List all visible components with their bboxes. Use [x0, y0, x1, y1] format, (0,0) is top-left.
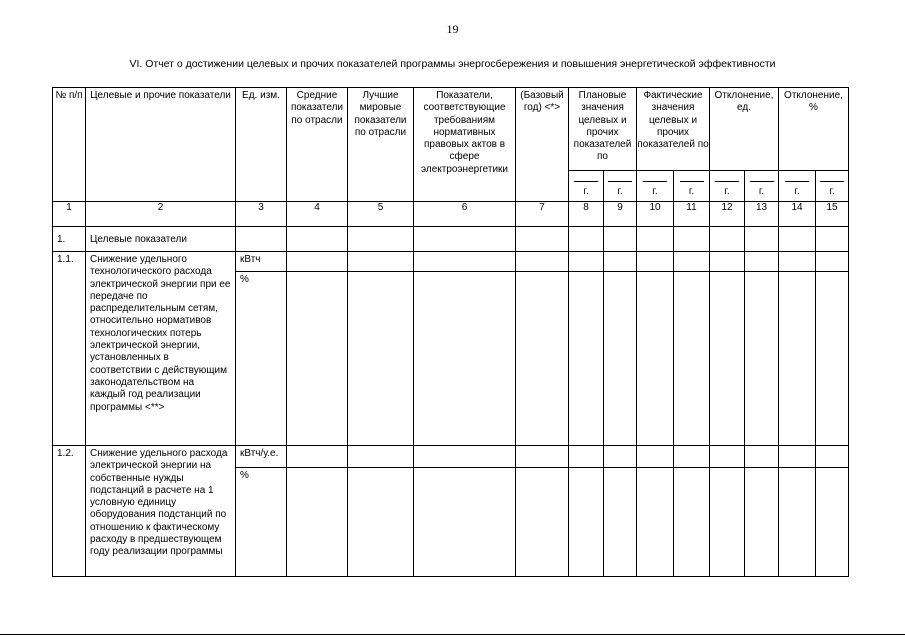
row-label: Снижение удельного расхода электрической энергии на собственные нужды подстанций в расчете на 1 условную единицу оборудования подстанций по отношению к фактическому расходу в предшествующем году реализации программы: [86, 446, 236, 577]
row-number: 1.2.: [53, 446, 86, 577]
table-row: [53, 446, 849, 468]
year-cell: [779, 171, 816, 202]
column-number: 13: [745, 202, 779, 227]
header-avg-industry: Средние показатели по отрасли: [287, 88, 348, 202]
year-label: г.: [758, 185, 765, 197]
column-number: 7: [516, 202, 569, 227]
year-cell: [674, 171, 710, 202]
header-indicators: Целевые и прочие показатели: [86, 88, 236, 202]
header-num: № п/п: [53, 88, 86, 202]
column-number: 8: [569, 202, 604, 227]
header-base-year: (Базовый год) <*>: [516, 88, 569, 202]
page-number: 19: [446, 22, 459, 36]
unit-cell: %: [236, 272, 287, 446]
column-number: 9: [604, 202, 637, 227]
unit-cell: кВтч: [236, 252, 287, 272]
column-number: 10: [637, 202, 674, 227]
bottom-rule: [0, 634, 905, 635]
year-label: г.: [652, 185, 658, 197]
header-dev-percent: Отклонение, %: [779, 88, 849, 171]
year-label: г.: [583, 185, 589, 197]
column-number: 3: [236, 202, 287, 227]
year-cell: [604, 171, 637, 202]
header-planned: Плановые значения целевых и прочих показателей по: [569, 88, 637, 171]
column-number: 4: [287, 202, 348, 227]
column-number: 14: [779, 202, 816, 227]
header-best-world: Лучшие мировые показатели по отрасли: [348, 88, 414, 202]
column-number: 15: [816, 202, 849, 227]
header-actual: Фактические значения целевых и прочих показателей по: [637, 88, 710, 171]
report-table: [52, 87, 849, 577]
column-number: 11: [674, 202, 710, 227]
column-number: 6: [414, 202, 516, 227]
row-label: Снижение удельного технологического расхода электрической энергии при ее передаче по распределительным сетям, относительно нормативов технологических потерь электрической энергии, установленных в соответствии с действующим законодательством на каждый год реализации программы <**>: [86, 252, 236, 446]
column-number: 5: [348, 202, 414, 227]
unit-cell: кВтч/у.е.: [236, 446, 287, 468]
report-title: VI. Отчет о достижении целевых и прочих показателей программы энергосбережения и повышения энергетической эффективности: [129, 58, 776, 70]
row-number: 1.: [53, 227, 86, 252]
header-dev-units: Отклонение, ед.: [710, 88, 779, 171]
table-row: [53, 252, 849, 272]
year-label: г.: [794, 185, 800, 197]
row-number: 1.1.: [53, 252, 86, 446]
year-cell: [745, 171, 779, 202]
table-row: [53, 227, 849, 252]
column-number: 2: [86, 202, 236, 227]
year-label: г.: [829, 185, 835, 197]
header-row: [53, 88, 849, 171]
header-regulatory: Показатели, соответствующие требованиям нормативных правовых актов в сфере электроэнергетики: [414, 88, 516, 202]
year-cell: [816, 171, 849, 202]
year-cell: [637, 171, 674, 202]
header-unit: Ед. изм.: [236, 88, 287, 202]
column-number-row: [53, 202, 849, 227]
column-number: 1: [53, 202, 86, 227]
year-cell: [569, 171, 604, 202]
year-label: г.: [724, 185, 730, 197]
year-label: г.: [688, 185, 695, 197]
year-cell: [710, 171, 745, 202]
row-label: Целевые показатели: [86, 227, 236, 252]
year-label: г.: [617, 185, 623, 197]
unit-cell: %: [236, 468, 287, 577]
column-number: 12: [710, 202, 745, 227]
